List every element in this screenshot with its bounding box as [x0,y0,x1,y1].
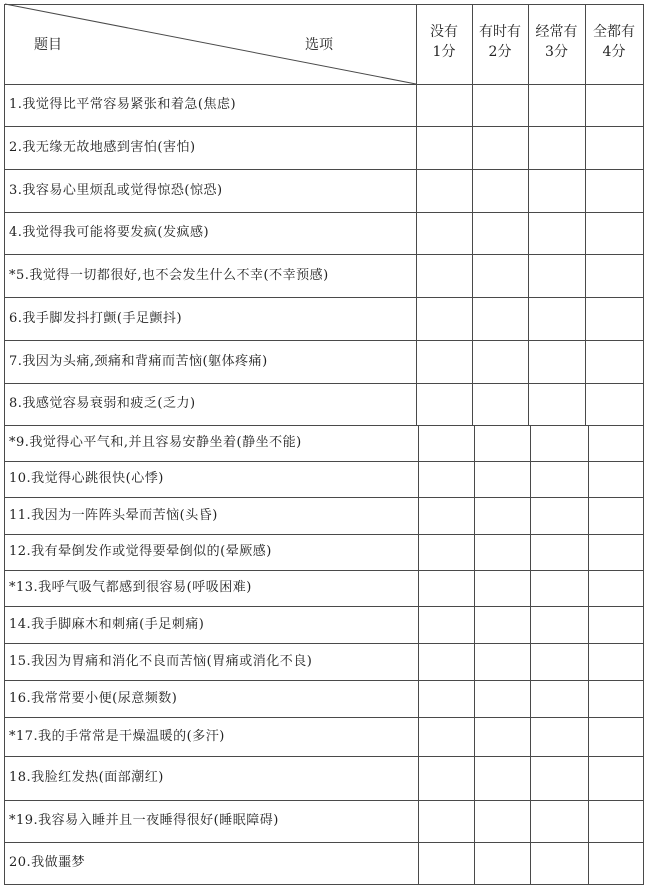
answer-cell-item-5-option-2[interactable] [473,255,528,297]
answer-cell-item-3-option-3[interactable] [529,170,585,212]
answer-cell-item-20-option-4[interactable] [589,843,643,884]
row-divider [4,169,644,170]
item-text: 7.我因为头痛,颈痛和背痛而苦恼(躯体疼痛) [9,354,268,369]
item-text: 2.我无缘无故地感到害怕(害怕) [9,140,196,155]
table-border-left [4,4,5,885]
table-border-bottom [4,884,644,885]
answer-cell-item-15-option-2[interactable] [475,644,530,680]
row-divider [4,84,644,85]
answer-cell-item-12-option-1[interactable] [419,535,474,570]
answer-cell-item-14-option-2[interactable] [475,607,530,643]
column-divider [530,425,531,884]
answer-cell-item-10-option-4[interactable] [589,462,643,497]
column-divider [474,425,475,884]
row-divider [4,126,644,127]
answer-cell-item-8-option-3[interactable] [529,384,585,425]
item-text: 18.我脸红发热(面部潮红) [9,770,164,785]
answer-cell-item-12-option-4[interactable] [589,535,643,570]
option-header-score: 3分 [545,44,568,60]
item-text: *5.我觉得一切都很好,也不会发生什么不幸(不幸预感) [9,268,329,283]
answer-cell-item-10-option-1[interactable] [419,462,474,497]
answer-cell-item-18-option-4[interactable] [589,757,643,800]
column-divider [472,4,473,425]
item-text: 15.我因为胃痛和消化不良而苦恼(胃痛或消化不良) [9,654,313,669]
item-text: 3.我容易心里烦乱或觉得惊恐(惊恐) [9,183,223,198]
answer-cell-item-16-option-4[interactable] [589,681,643,717]
option-header-4 [585,22,643,62]
option-header-label: 全都有 [593,24,635,40]
answer-cell-item-17-option-1[interactable] [419,718,474,756]
row-divider [4,425,644,426]
answer-cell-item-12-option-3[interactable] [531,535,588,570]
row-divider [4,461,644,462]
answer-cell-item-9-option-3[interactable] [531,426,588,461]
row-divider [4,717,644,718]
column-divider [418,425,419,884]
answer-cell-item-6-option-3[interactable] [529,298,585,340]
answer-cell-item-18-option-1[interactable] [419,757,474,800]
row-divider [4,756,644,757]
answer-cell-item-14-option-1[interactable] [419,607,474,643]
item-text: 11.我因为一阵阵头晕而苦恼(头昏) [9,508,218,523]
answer-cell-item-11-option-4[interactable] [589,498,643,534]
answer-cell-item-7-option-2[interactable] [473,341,528,383]
option-header-score: 4分 [602,44,626,60]
answer-cell-item-20-option-1[interactable] [419,843,474,884]
answer-cell-item-6-option-1[interactable] [417,298,472,340]
answer-cell-item-11-option-3[interactable] [531,498,588,534]
answer-cell-item-13-option-3[interactable] [531,571,588,606]
answer-cell-item-14-option-3[interactable] [531,607,588,643]
column-divider [588,425,589,884]
answer-cell-item-18-option-3[interactable] [531,757,588,800]
answer-cell-item-13-option-4[interactable] [589,571,643,606]
item-text: 12.我有晕倒发作或觉得要晕倒似的(晕厥感) [9,544,272,559]
item-text: *9.我觉得心平气和,并且容易安静坐着(静坐不能) [9,435,302,450]
answer-cell-item-17-option-4[interactable] [589,718,643,756]
row-divider [4,383,644,384]
answer-cell-item-2-option-4[interactable] [586,127,643,169]
answer-cell-item-20-option-2[interactable] [475,843,530,884]
row-divider [4,680,644,681]
answer-cell-item-1-option-3[interactable] [529,85,585,126]
answer-cell-item-16-option-1[interactable] [419,681,474,717]
item-text: 4.我觉得我可能将要发疯(发疯感) [9,225,210,240]
row-divider [4,570,644,571]
answer-cell-item-9-option-1[interactable] [419,426,474,461]
answer-cell-item-4-option-1[interactable] [417,213,472,254]
answer-cell-item-17-option-3[interactable] [531,718,588,756]
row-divider [4,800,644,801]
answer-cell-item-10-option-3[interactable] [531,462,588,497]
option-header-2 [472,22,528,62]
answer-cell-item-2-option-2[interactable] [473,127,528,169]
answer-cell-item-11-option-2[interactable] [475,498,530,534]
answer-cell-item-11-option-1[interactable] [419,498,474,534]
item-text: 14.我手脚麻木和刺痛(手足刺痛) [9,617,205,632]
answer-cell-item-5-option-1[interactable] [417,255,472,297]
answer-cell-item-2-option-3[interactable] [529,127,585,169]
answer-cell-item-8-option-1[interactable] [417,384,472,425]
column-divider [585,4,586,425]
answer-cell-item-4-option-2[interactable] [473,213,528,254]
item-text: *17.我的手常常是干燥温暖的(多汗) [9,729,225,744]
item-text: 8.我感觉容易衰弱和疲乏(乏力) [9,396,196,411]
item-text: 1.我觉得比平常容易紧张和着急(焦虑) [9,97,237,112]
row-divider [4,340,644,341]
answer-cell-item-4-option-4[interactable] [586,213,643,254]
row-divider [4,212,644,213]
column-divider [416,4,417,425]
option-header-score: 1分 [432,44,456,60]
answer-cell-item-1-option-1[interactable] [417,85,472,126]
answer-cell-item-15-option-3[interactable] [531,644,588,680]
item-text: 10.我觉得心跳很快(心悸) [9,471,164,486]
answer-cell-item-2-option-1[interactable] [417,127,472,169]
row-divider [4,606,644,607]
answer-cell-item-8-option-4[interactable] [586,384,643,425]
option-header-label: 经常有 [535,24,578,40]
answer-cell-item-7-option-3[interactable] [529,341,585,383]
answer-cell-item-12-option-2[interactable] [475,535,530,570]
item-text: 16.我常常要小便(尿意频数) [9,691,178,706]
answer-cell-item-19-option-1[interactable] [419,801,474,842]
answer-cell-item-19-option-4[interactable] [589,801,643,842]
answer-cell-item-6-option-2[interactable] [473,298,528,340]
table-border-right [643,4,644,885]
answer-cell-item-16-option-2[interactable] [475,681,530,717]
item-text: *13.我呼气吸气都感到很容易(呼吸困难) [9,580,252,595]
answer-cell-item-10-option-2[interactable] [475,462,530,497]
answer-cell-item-20-option-3[interactable] [531,843,588,884]
row-divider [4,297,644,298]
header-option-label: 选项 [305,37,333,53]
answer-cell-item-1-option-4[interactable] [586,85,643,126]
column-divider [528,4,529,425]
answer-cell-item-4-option-3[interactable] [529,213,585,254]
answer-cell-item-1-option-2[interactable] [473,85,528,126]
row-divider [4,643,644,644]
option-header-1 [416,22,472,62]
item-text: 6.我手脚发抖打颤(手足颤抖) [9,311,183,326]
answer-cell-item-18-option-2[interactable] [475,757,530,800]
option-header-score: 2分 [488,44,512,60]
answer-cell-item-14-option-4[interactable] [589,607,643,643]
answer-cell-item-6-option-4[interactable] [586,298,643,340]
answer-cell-item-3-option-4[interactable] [586,170,643,212]
row-divider [4,842,644,843]
answer-cell-item-19-option-3[interactable] [531,801,588,842]
answer-cell-item-15-option-1[interactable] [419,644,474,680]
row-divider [4,534,644,535]
item-text: *19.我容易入睡并且一夜睡得很好(睡眠障碍) [9,813,279,828]
table-border-top [4,4,644,5]
answer-cell-item-3-option-2[interactable] [473,170,528,212]
option-header-3 [528,22,585,62]
answer-cell-item-17-option-2[interactable] [475,718,530,756]
answer-cell-item-19-option-2[interactable] [475,801,530,842]
answer-cell-item-5-option-3[interactable] [529,255,585,297]
header-item-label: 题目 [34,37,62,53]
answer-cell-item-15-option-4[interactable] [589,644,643,680]
answer-cell-item-7-option-1[interactable] [417,341,472,383]
answer-cell-item-9-option-4[interactable] [589,426,643,461]
answer-cell-item-7-option-4[interactable] [586,341,643,383]
option-header-label: 没有 [430,24,458,40]
option-header-label: 有时有 [479,24,521,40]
answer-cell-item-13-option-1[interactable] [419,571,474,606]
answer-cell-item-8-option-2[interactable] [473,384,528,425]
answer-cell-item-3-option-1[interactable] [417,170,472,212]
answer-cell-item-9-option-2[interactable] [475,426,530,461]
answer-cell-item-13-option-2[interactable] [475,571,530,606]
row-divider [4,497,644,498]
answer-cell-item-16-option-3[interactable] [531,681,588,717]
item-text: 20.我做噩梦 [9,855,86,870]
row-divider [4,254,644,255]
answer-cell-item-5-option-4[interactable] [586,255,643,297]
